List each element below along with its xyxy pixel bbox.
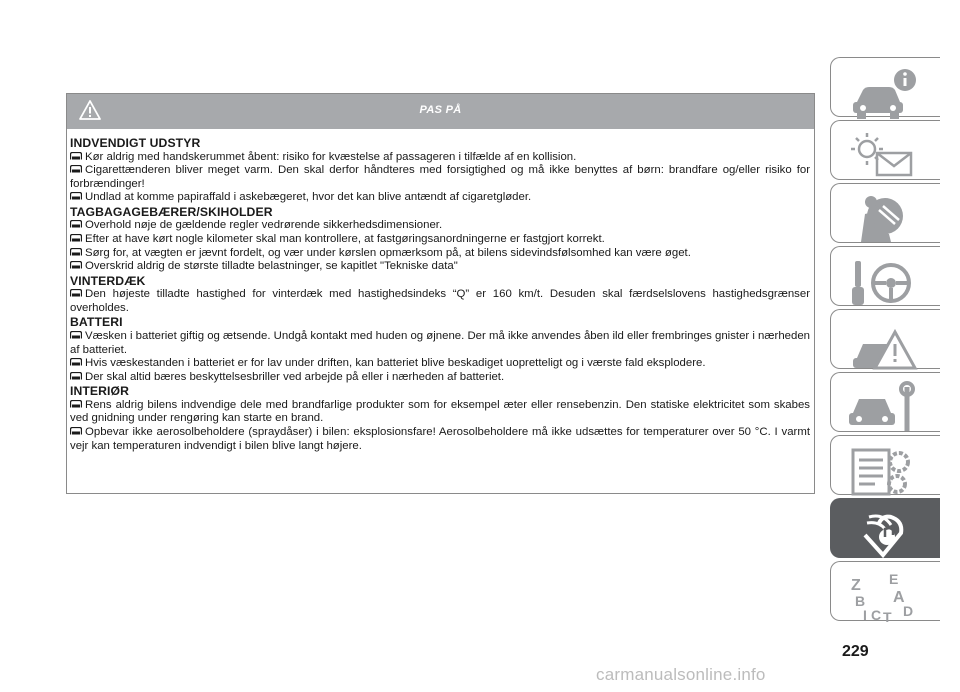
svg-text:D: D bbox=[903, 603, 914, 619]
warning-item-text: Overhold nøje de gældende regler vedrørende sikkerhedsdimensioner. bbox=[85, 219, 443, 232]
warning-item bbox=[70, 371, 810, 385]
chapter-tab-technical-data[interactable] bbox=[830, 435, 940, 495]
page-number: 229 bbox=[842, 643, 869, 660]
bullet-icon bbox=[70, 233, 82, 241]
warning-item bbox=[70, 191, 810, 205]
warning-item bbox=[70, 151, 810, 165]
warning-item-text: Hvis væskestanden i batteriet er for lav under driften, kan batteriet blive beskadiget uopretteligt og i værste fald eksplodere. bbox=[85, 357, 706, 370]
warning-item-text: Cigarettænderen bliver meget varm. Den skal derfor håndteres med forsigtighed og må ikke benyttes af børn: brandfare og/eller risiko for forbrændinger! bbox=[70, 164, 810, 190]
bullet-icon bbox=[70, 191, 82, 199]
bullet-icon bbox=[70, 151, 82, 159]
bullet-icon bbox=[70, 247, 82, 255]
technical-data-icon bbox=[843, 440, 923, 500]
watermark: carmanualsonline.info bbox=[596, 665, 766, 684]
car-maintenance-icon bbox=[843, 377, 923, 437]
bullet-icon bbox=[70, 164, 82, 172]
warning-item bbox=[70, 247, 810, 261]
warning-item bbox=[70, 426, 810, 453]
alphabetical-index-icon bbox=[843, 566, 923, 626]
warning-item bbox=[70, 330, 810, 357]
warning-item bbox=[70, 288, 810, 315]
warning-item-text: Der skal altid bæres beskyttelsesbriller ved arbejde på eller i nærheden af batteriet. bbox=[85, 370, 505, 383]
bullet-icon bbox=[70, 330, 82, 338]
warning-item-text: Den højeste tilladte hastighed for vinterdæk med hastighedsindeks “Q” er 160 km/t. Desuden skal færdselslovens hastighedsgrænser overholdes. bbox=[70, 288, 810, 314]
chapter-tab-emergency-triangle[interactable] bbox=[830, 309, 940, 369]
chapter-tab-car-info[interactable] bbox=[830, 57, 940, 117]
svg-text:E: E bbox=[889, 571, 899, 587]
warning-body bbox=[67, 129, 814, 453]
warning-header bbox=[67, 94, 814, 129]
warning-item-text: Undlad at komme papiraffald i askebægeret, hvor det kan blive antændt af cigaretgløder. bbox=[85, 191, 532, 204]
section-heading: INTERIØR bbox=[70, 384, 130, 399]
warning-lights-icon bbox=[843, 125, 923, 185]
warning-item bbox=[70, 219, 810, 233]
chapter-tab-warning-lights[interactable] bbox=[830, 120, 940, 180]
svg-text:T: T bbox=[883, 609, 892, 625]
bullet-icon bbox=[70, 288, 82, 296]
bullet-icon bbox=[70, 357, 82, 365]
section-heading: TAGBAGAGEBÆRER/SKIHOLDER bbox=[70, 204, 273, 219]
bullet-icon bbox=[70, 371, 82, 379]
warning-item-text: Sørg for, at vægten er jævnt fordelt, og vær under kørslen opmærksom på, at bilens sidevindsfølsomhed kan være øget. bbox=[85, 246, 691, 259]
bullet-icon bbox=[70, 219, 82, 227]
svg-text:I: I bbox=[863, 607, 867, 623]
warning-item-text: Kør aldrig med handskerummet åbent: risiko for kvæstelse af passageren i tilfælde af en kollision. bbox=[85, 150, 577, 163]
section-heading: VINTERDÆK bbox=[70, 273, 146, 288]
chapter-tab-key-steering-wheel[interactable] bbox=[830, 246, 940, 306]
warning-item-text: Overskrid aldrig de største tilladte belastninger, se kapitlet "Tekniske data" bbox=[85, 260, 458, 273]
warning-item bbox=[70, 260, 810, 274]
chapter-tab-multimedia[interactable] bbox=[830, 498, 940, 558]
svg-text:A: A bbox=[893, 589, 905, 606]
warning-item bbox=[70, 399, 810, 426]
bullet-icon bbox=[70, 426, 82, 434]
warning-item-text: Rens aldrig bilens indvendige dele med brandfarlige produkter som for eksempel æter eller rensebenzin. Den statiske elektricitet som skabes ved gnidning under rengøring kan starte en brand. bbox=[70, 398, 810, 425]
car-info-icon bbox=[843, 62, 923, 122]
bullet-icon bbox=[70, 399, 82, 407]
warning-item bbox=[70, 164, 810, 191]
section-heading: INDVENDIGT UDSTYR bbox=[70, 136, 201, 150]
warning-item-text: Opbevar ikke aerosolbeholdere (spraydåser) i bilen: eksplosionsfare! Aerosolbeholdere må ikke udsættes for temperaturer over 50 °C. I varmt vejr kan temperaturen indvendigt i bilen blive langt højere. bbox=[70, 426, 810, 452]
multimedia-icon bbox=[843, 503, 923, 563]
section-heading: BATTERI bbox=[70, 315, 123, 330]
svg-text:Z: Z bbox=[851, 577, 861, 594]
bullet-icon bbox=[70, 260, 82, 268]
airbag-safety-icon bbox=[843, 188, 923, 248]
warning-item-text: Efter at have kørt nogle kilometer skal man kontrollere, at fastgøringsanordningerne er fastgjort korrekt. bbox=[85, 232, 605, 245]
warning-title: PAS PÅ bbox=[419, 104, 462, 116]
key-steering-wheel-icon bbox=[843, 251, 923, 311]
chapter-tab-airbag-safety[interactable] bbox=[830, 183, 940, 243]
warning-box bbox=[66, 93, 815, 494]
emergency-triangle-icon bbox=[843, 314, 923, 374]
chapter-tab-alphabetical-index[interactable] bbox=[830, 561, 940, 625]
svg-text:C: C bbox=[871, 607, 882, 623]
warning-item bbox=[70, 233, 810, 247]
chapter-tab-car-maintenance[interactable] bbox=[830, 372, 940, 432]
warning-item bbox=[70, 357, 810, 371]
warning-item-text: Væsken i batteriet giftig og ætsende. Undgå kontakt med huden og øjnene. Der må ikke anvendes åben ild eller frembringes gnister i nærheden af batteriet. bbox=[70, 329, 810, 356]
svg-text:B: B bbox=[855, 593, 866, 609]
